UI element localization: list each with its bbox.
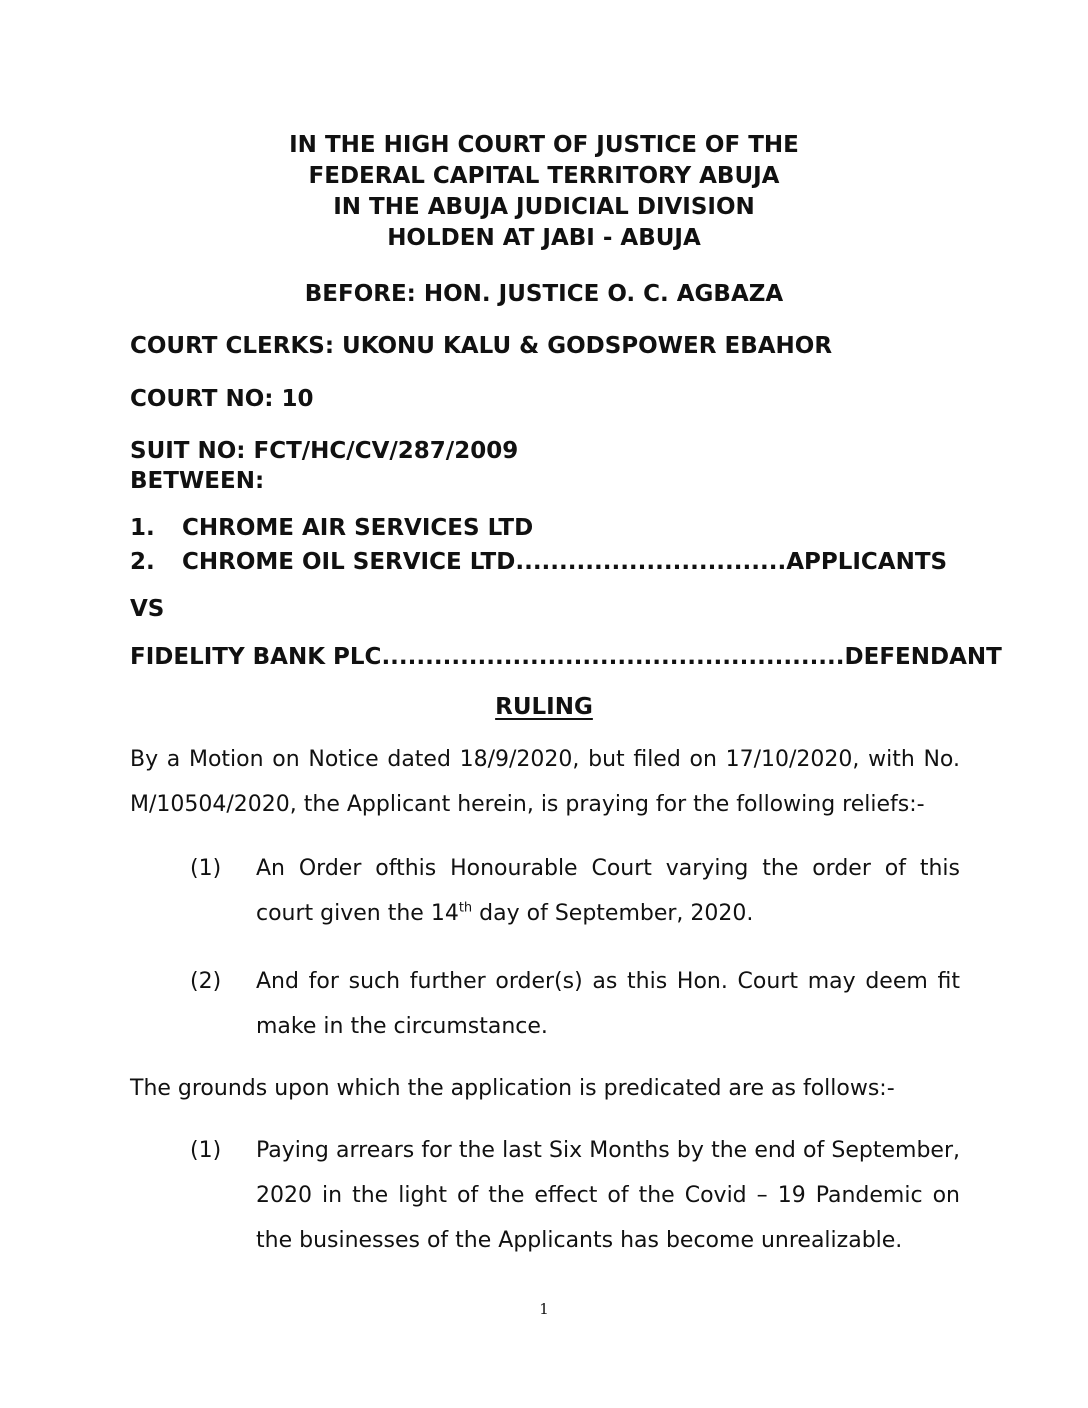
relief-text-segment: day of September, 2020. (472, 901, 754, 926)
court-header-line: HOLDEN AT JABI - ABUJA (387, 225, 701, 251)
ground-text-line: 2020 in the light of the effect of the Covid – 19 Pandemic on (256, 1183, 960, 1208)
applicant-number: 2. (130, 549, 155, 575)
suit-number: SUIT NO: FCT/HC/CV/287/2009 (130, 438, 519, 464)
defendant-line: FIDELITY BANK PLC.....................................................DEFENDANT (130, 644, 1002, 670)
before-judge-text: BEFORE: HON. JUSTICE O. C. AGBAZA (304, 281, 784, 307)
court-clerks: COURT CLERKS: UKONU KALU & GODSPOWER EBAHOR (130, 333, 833, 359)
ground-number: (1) (190, 1138, 222, 1163)
court-header (0, 130, 1088, 254)
ordinal-suffix: th (458, 900, 473, 916)
intro-line: By a Motion on Notice dated 18/9/2020, but filed on 17/10/2020, with No. (130, 747, 960, 772)
relief-item (190, 846, 960, 936)
relief-text-line (256, 901, 753, 926)
before-judge (0, 279, 1088, 310)
applicant-2 (130, 547, 947, 578)
relief-number: (2) (190, 969, 222, 994)
relief-text-segment: court given the 14 (256, 901, 459, 926)
applicant-name: CHROME AIR SERVICES LTD (182, 515, 534, 541)
ruling-title: RULING (495, 694, 593, 720)
relief-text-line: make in the circumstance. (256, 1014, 548, 1039)
ground-text-line: Paying arrears for the last Six Months by the end of September, (256, 1138, 960, 1163)
applicant-1 (130, 513, 533, 544)
applicant-name: CHROME OIL SERVICE LTD...............................APPLICANTS (182, 549, 948, 575)
intro-paragraph (130, 737, 960, 827)
ground-text-line: the businesses of the Applicants has become unrealizable. (256, 1228, 903, 1253)
relief-text-line: An Order ofthis Honourable Court varying the order of this (256, 856, 960, 881)
applicant-number: 1. (130, 515, 155, 541)
court-header-line: FEDERAL CAPITAL TERRITORY ABUJA (308, 163, 780, 189)
page-number: 1 (539, 1300, 549, 1318)
court-header-line: IN THE ABUJA JUDICIAL DIVISION (333, 194, 755, 220)
relief-item (190, 959, 960, 1049)
intro-line: M/10504/2020, the Applicant herein, is praying for the following reliefs:- (130, 792, 925, 817)
ground-item (190, 1128, 960, 1263)
relief-number: (1) (190, 856, 222, 881)
court-number: COURT NO: 10 (130, 386, 314, 412)
grounds-intro: The grounds upon which the application is predicated are as follows:- (130, 1076, 895, 1101)
relief-text-line: And for such further order(s) as this Hon. Court may deem fit (256, 969, 960, 994)
versus-label: VS (130, 596, 165, 622)
between-label: BETWEEN: (130, 468, 265, 494)
court-header-line: IN THE HIGH COURT OF JUSTICE OF THE (289, 132, 799, 158)
